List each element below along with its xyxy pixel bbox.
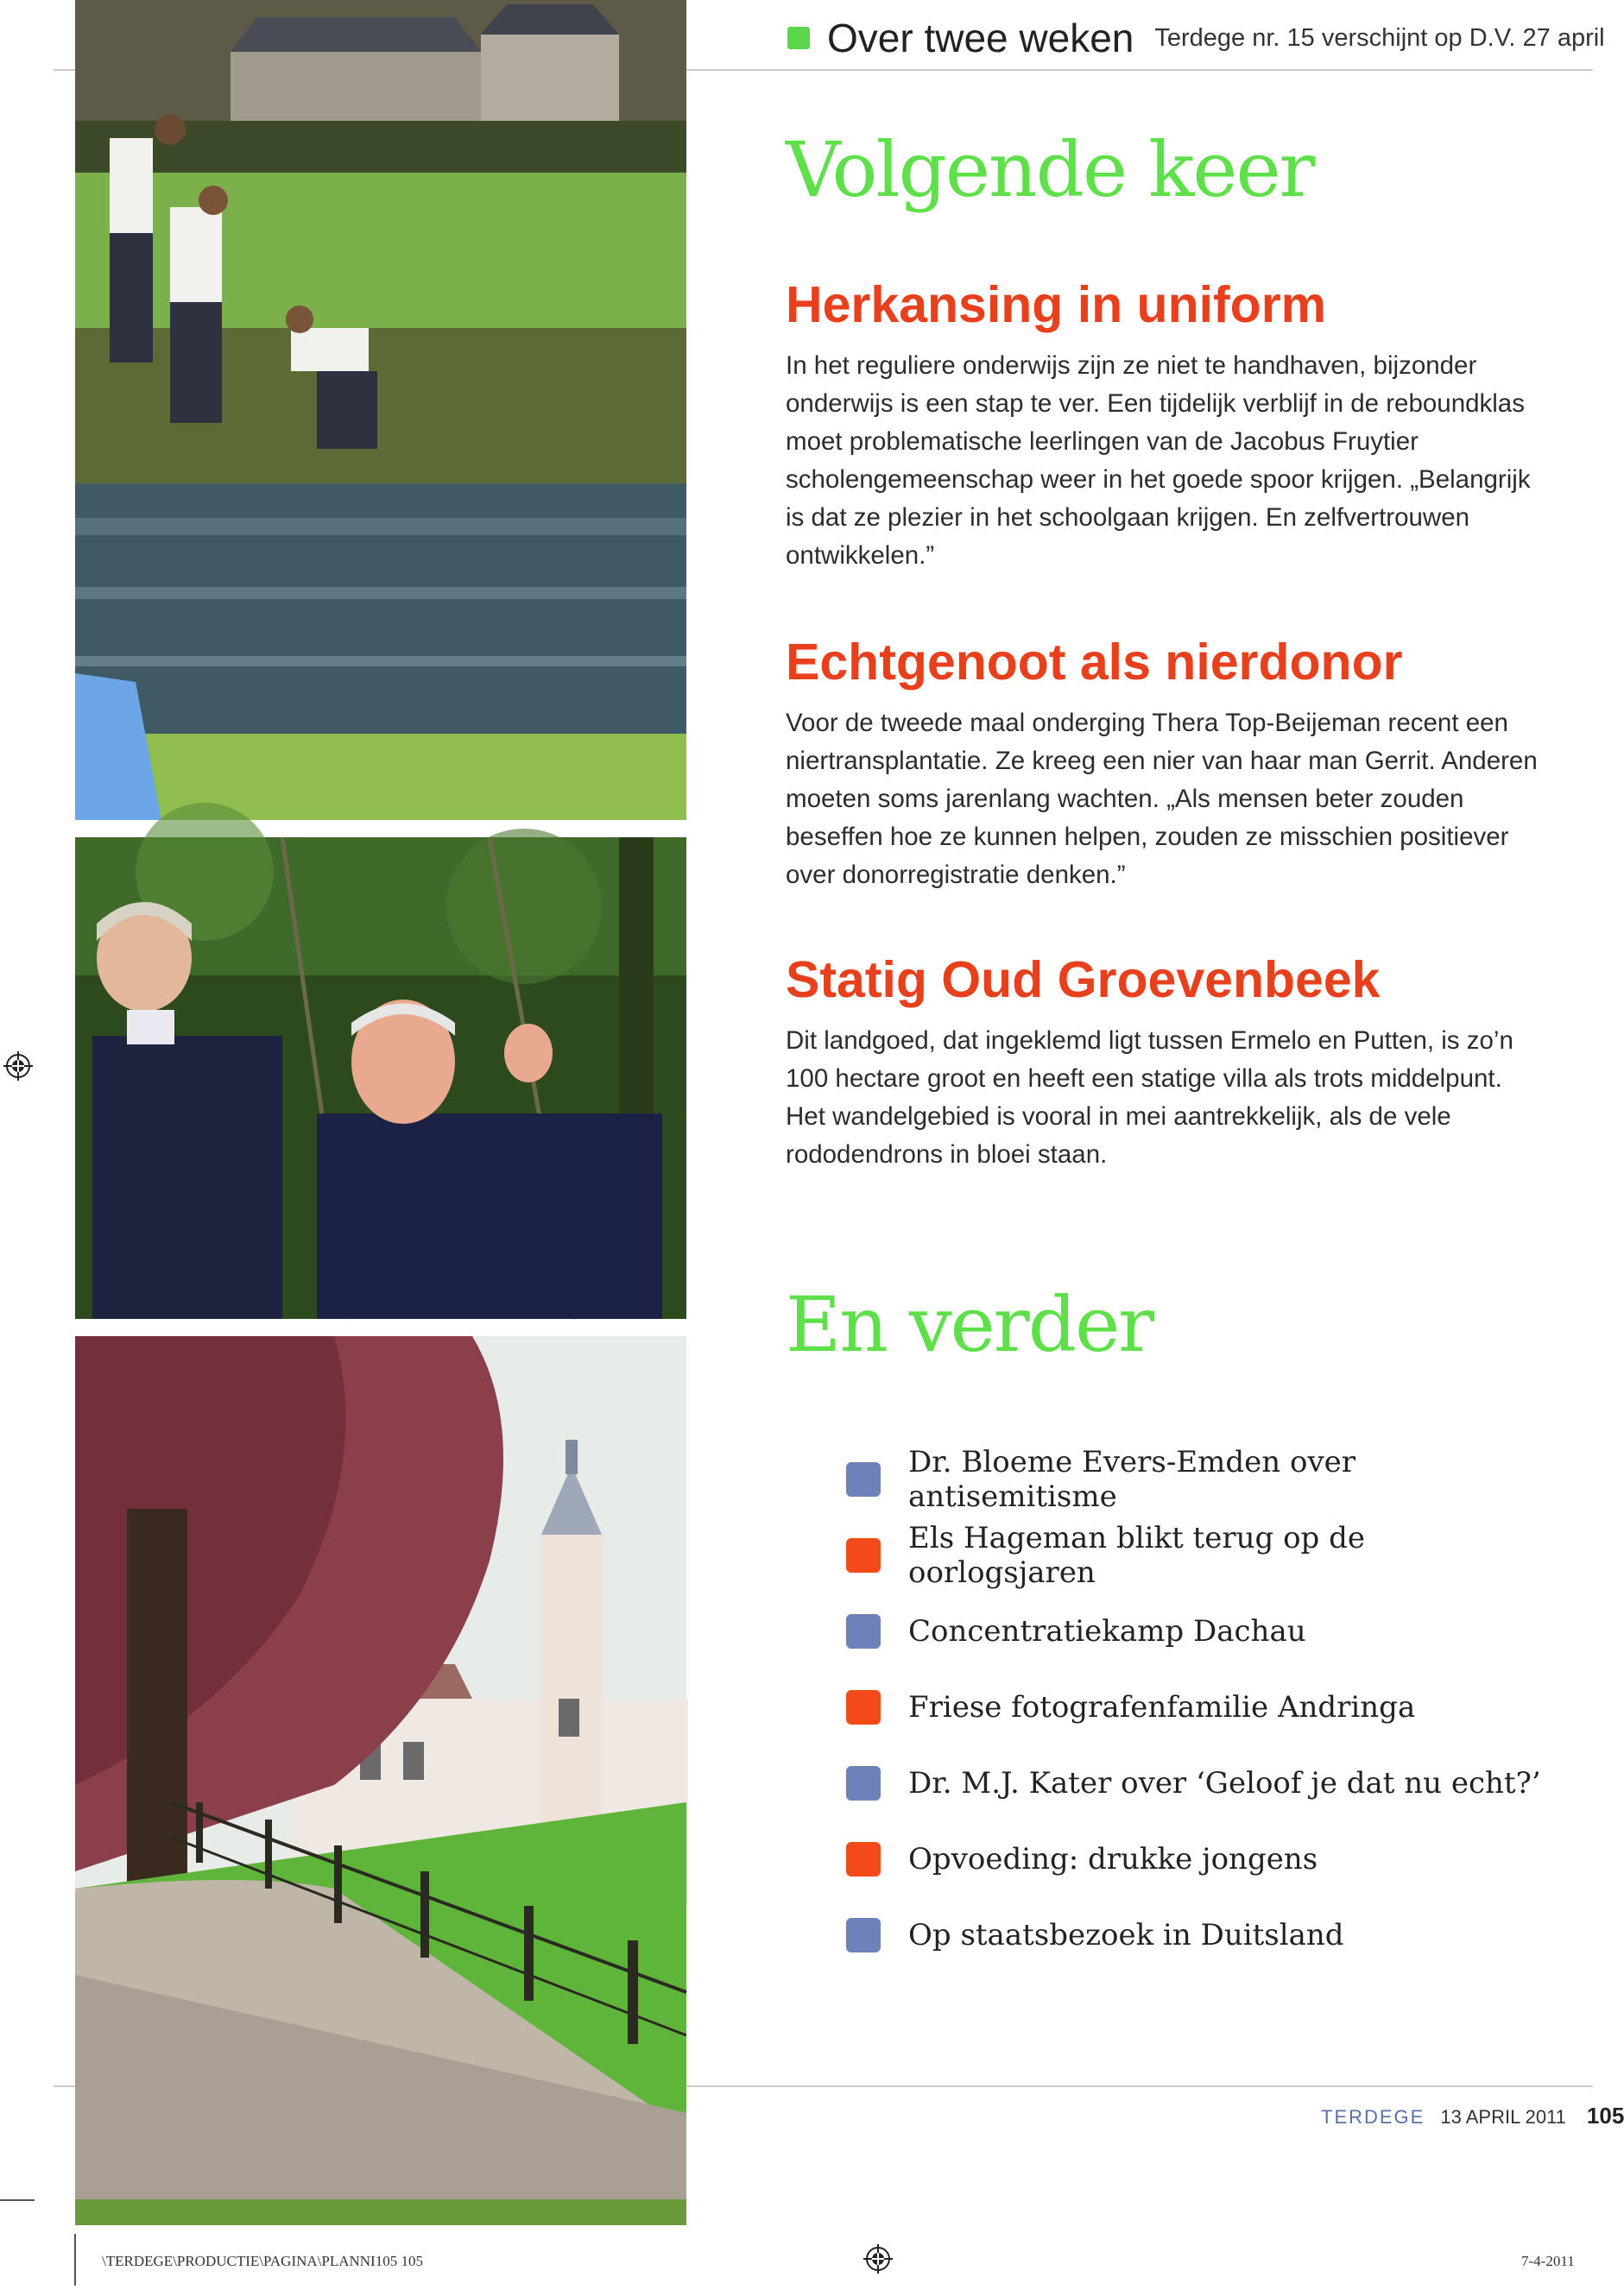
list-item-text: Dr. Bloeme Evers-Emden over antisemitisme [908, 1445, 1356, 1514]
list-item [846, 1517, 1554, 1593]
list-item [846, 1669, 1554, 1745]
list-item [846, 1441, 1554, 1517]
article-body: In het reguliere onderwijs zijn ze niet te handhaven, bijzonder onderwijs is een stap te ver. Een tijdelijk verblijf in de reboundklas moet problematische leerlingen van de Jacobus Fruytier scholengemeenschap weer in het goede spoor krijgen. „Belangrijk is dat ze plezier in het schoolgaan krijgen. En zelfvertrouwen ontwikkelen.” [786, 351, 1531, 570]
list-item-text: Opvoeding: drukke jongens [908, 1842, 1318, 1877]
article-groevenbeek [786, 949, 1545, 1174]
list-item-text: Concentratiekamp Dachau [908, 1614, 1306, 1649]
list-item-text: Op staatsbezoek in Duitsland [908, 1918, 1344, 1952]
photo-couple-on-swing [75, 837, 686, 1319]
article-nierdonor [786, 632, 1545, 894]
section-title-next: Volgende keer [786, 125, 1314, 214]
crop-mark [0, 2199, 35, 2201]
print-slug-path: \TERDEGE\PRODUCTIE\PAGINA\PLANNI105 105 [102, 2253, 423, 2269]
green-square-icon [787, 27, 810, 49]
list-item-text: Dr. M.J. Kater over ‘Geloof je dat nu echt?’ [908, 1766, 1541, 1801]
square-bullet-icon [846, 1766, 881, 1801]
footer-brand: TERDEGE [1321, 2106, 1425, 2128]
article-title: Echtgenoot als nierdonor [786, 634, 1403, 691]
article-title: Herkansing in uniform [786, 276, 1327, 333]
article-body: Voor de tweede maal onderging Thera Top-Beijeman recent een niertransplantatie. Ze kreeg een nier van haar man Gerrit. Anderen moeten soms jarenlang wachten. „Als mensen beter zouden beseffen hoe ze kunnen helpen, zouden ze misschien positiever over donorregistratie denken.” [786, 709, 1538, 889]
list-item-text: Friese fotografenfamilie Andringa [908, 1690, 1416, 1725]
page-number: 105 [1586, 2103, 1624, 2129]
crop-mark [74, 2234, 76, 2286]
list-item-text: Els Hageman blikt terug op de oorlogsjaren [908, 1521, 1365, 1590]
article-title: Statig Oud Groevenbeek [786, 951, 1381, 1008]
section-title-more: En verder [786, 1280, 1153, 1369]
square-bullet-icon [846, 1918, 881, 1952]
square-bullet-icon [846, 1462, 881, 1497]
more-list [846, 1441, 1554, 1973]
registration-mark-icon [3, 1051, 33, 1081]
header [787, 12, 1605, 64]
article-herkansing [786, 274, 1545, 575]
page-footer [1321, 2103, 1624, 2129]
photo-boys-at-pond [75, 0, 686, 820]
square-bullet-icon [846, 1842, 881, 1877]
list-item [846, 1745, 1554, 1821]
list-item [846, 1821, 1554, 1897]
header-title: Over twee weken [827, 16, 1134, 60]
header-subtitle: Terdege nr. 15 verschijnt op D.V. 27 april [1154, 23, 1605, 52]
print-slug-date: 7-4-2011 [1521, 2253, 1575, 2269]
footer-date: 13 APRIL 2011 [1440, 2106, 1566, 2128]
photo-villa-oud-groevenbeek [75, 1336, 686, 2225]
list-item [846, 1593, 1554, 1669]
square-bullet-icon [846, 1538, 881, 1573]
registration-mark-icon [863, 2244, 893, 2274]
list-item [846, 1897, 1554, 1973]
square-bullet-icon [846, 1614, 881, 1649]
square-bullet-icon [846, 1690, 881, 1725]
article-body: Dit landgoed, dat ingeklemd ligt tussen Ermelo en Putten, is zo’n 100 hectare groot en heeft een statige villa als trots middelpunt. Het wandelgebied is vooral in mei aantrekkelijk, als de vele rododendrons in bloei staan. [786, 1026, 1513, 1169]
